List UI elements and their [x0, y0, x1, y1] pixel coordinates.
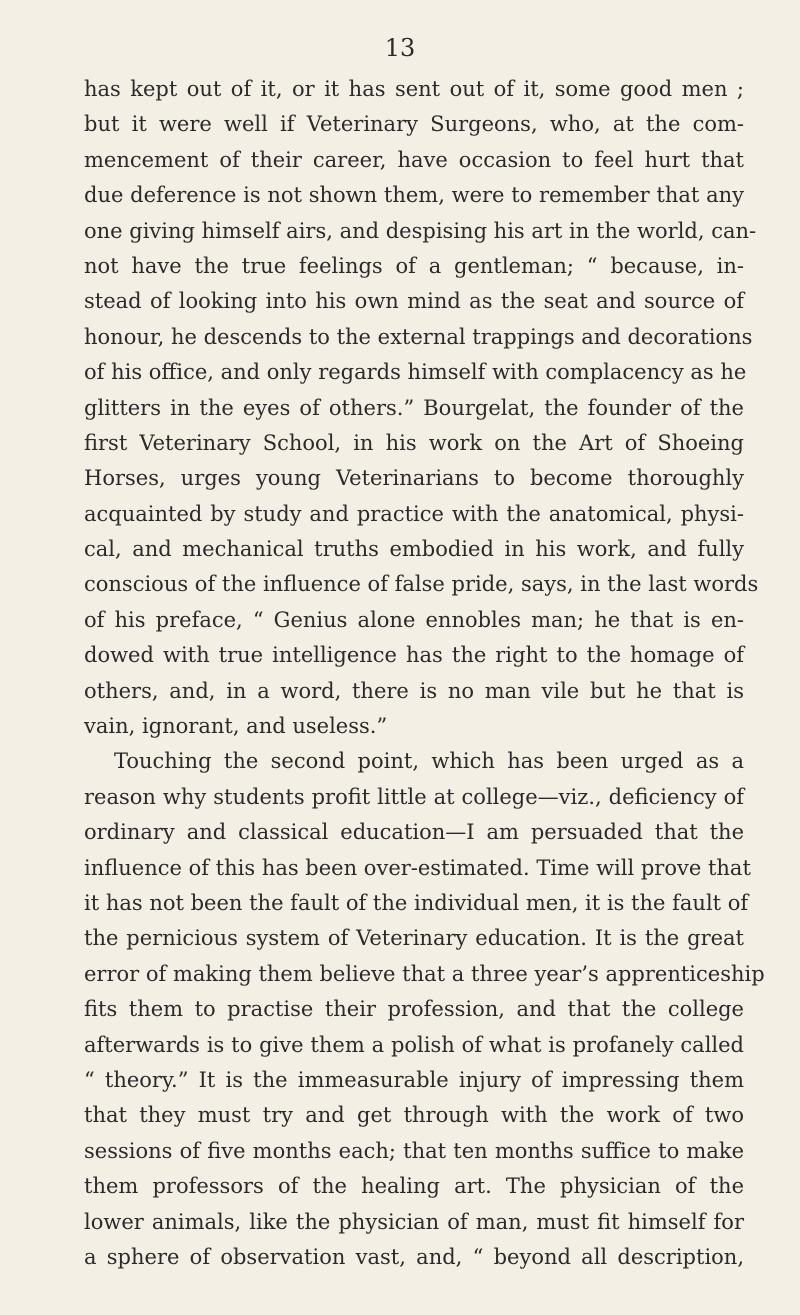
text-line: not have the true feelings of a gentleman; “ because, in-: [84, 253, 744, 278]
body-text: [84, 72, 765, 1275]
text-line: that they must try and get through with the work of two: [84, 1103, 744, 1128]
text-line: reason why students profit little at college—viz., deficiency of: [84, 784, 744, 809]
text-line: but it were well if Veterinary Surgeons, who, at the com-: [84, 112, 744, 137]
text-line: conscious of the influence of false pride, says, in the last words: [84, 572, 759, 597]
text-line: stead of looking into his own mind as the seat and source of: [84, 289, 744, 314]
text-line: error of making them believe that a three year’s apprenticeship: [84, 961, 765, 986]
text-line: Horses, urges young Veterinarians to become thoroughly: [84, 466, 744, 491]
text-line: it has not been the fault of the individual men, it is the fault of: [84, 890, 749, 915]
text-line: ordinary and classical education—I am persuaded that the: [84, 820, 744, 845]
text-line: honour, he descends to the external trappings and decorations: [84, 324, 753, 349]
text-line: due deference is not shown them, were to remember that any: [84, 183, 744, 208]
text-line: lower animals, like the physician of man, must fit himself for: [84, 1209, 744, 1234]
text-line: influence of this has been over-estimated. Time will prove that: [84, 855, 751, 880]
text-line: others, and, in a word, there is no man vile but he that is: [84, 678, 744, 703]
text-line: vain, ignorant, and useless.”: [84, 714, 388, 739]
text-line: “ theory.” It is the immeasurable injury of impressing them: [84, 1067, 744, 1092]
text-line: cal, and mechanical truths embodied in his work, and fully: [84, 537, 744, 562]
text-line: has kept out of it, or it has sent out of it, some good men ;: [84, 77, 744, 101]
text-line: them professors of the healing art. The physician of the: [84, 1174, 744, 1199]
text-line: the pernicious system of Veterinary education. It is the great: [84, 926, 744, 951]
text-line: afterwards is to give them a polish of what is profanely called: [84, 1032, 744, 1057]
text-line: mencement of their career, have occasion to feel hurt that: [84, 147, 744, 172]
page-number: 13: [384, 34, 416, 62]
text-line: first Veterinary School, in his work on the Art of Shoeing: [84, 430, 744, 455]
text-line: sessions of five months each; that ten months suffice to make: [84, 1138, 744, 1163]
text-line: of his preface, “ Genius alone ennobles man; he that is en-: [84, 607, 744, 632]
text-line: one giving himself airs, and despising his art in the world, can-: [84, 218, 757, 243]
text-line: dowed with true intelligence has the right to the homage of: [84, 643, 744, 668]
text-line: of his office, and only regards himself with complacency as he: [84, 360, 747, 385]
text-line: acquainted by study and practice with the anatomical, physi-: [84, 501, 744, 526]
text-line: glitters in the eyes of others.” Bourgelat, the founder of the: [84, 395, 744, 420]
text-line: a sphere of observation vast, and, “ beyond all description,: [84, 1244, 744, 1269]
text-line: fits them to practise their profession, and that the college: [84, 997, 744, 1022]
text-line: Touching the second point, which has been urged as a: [114, 749, 744, 774]
